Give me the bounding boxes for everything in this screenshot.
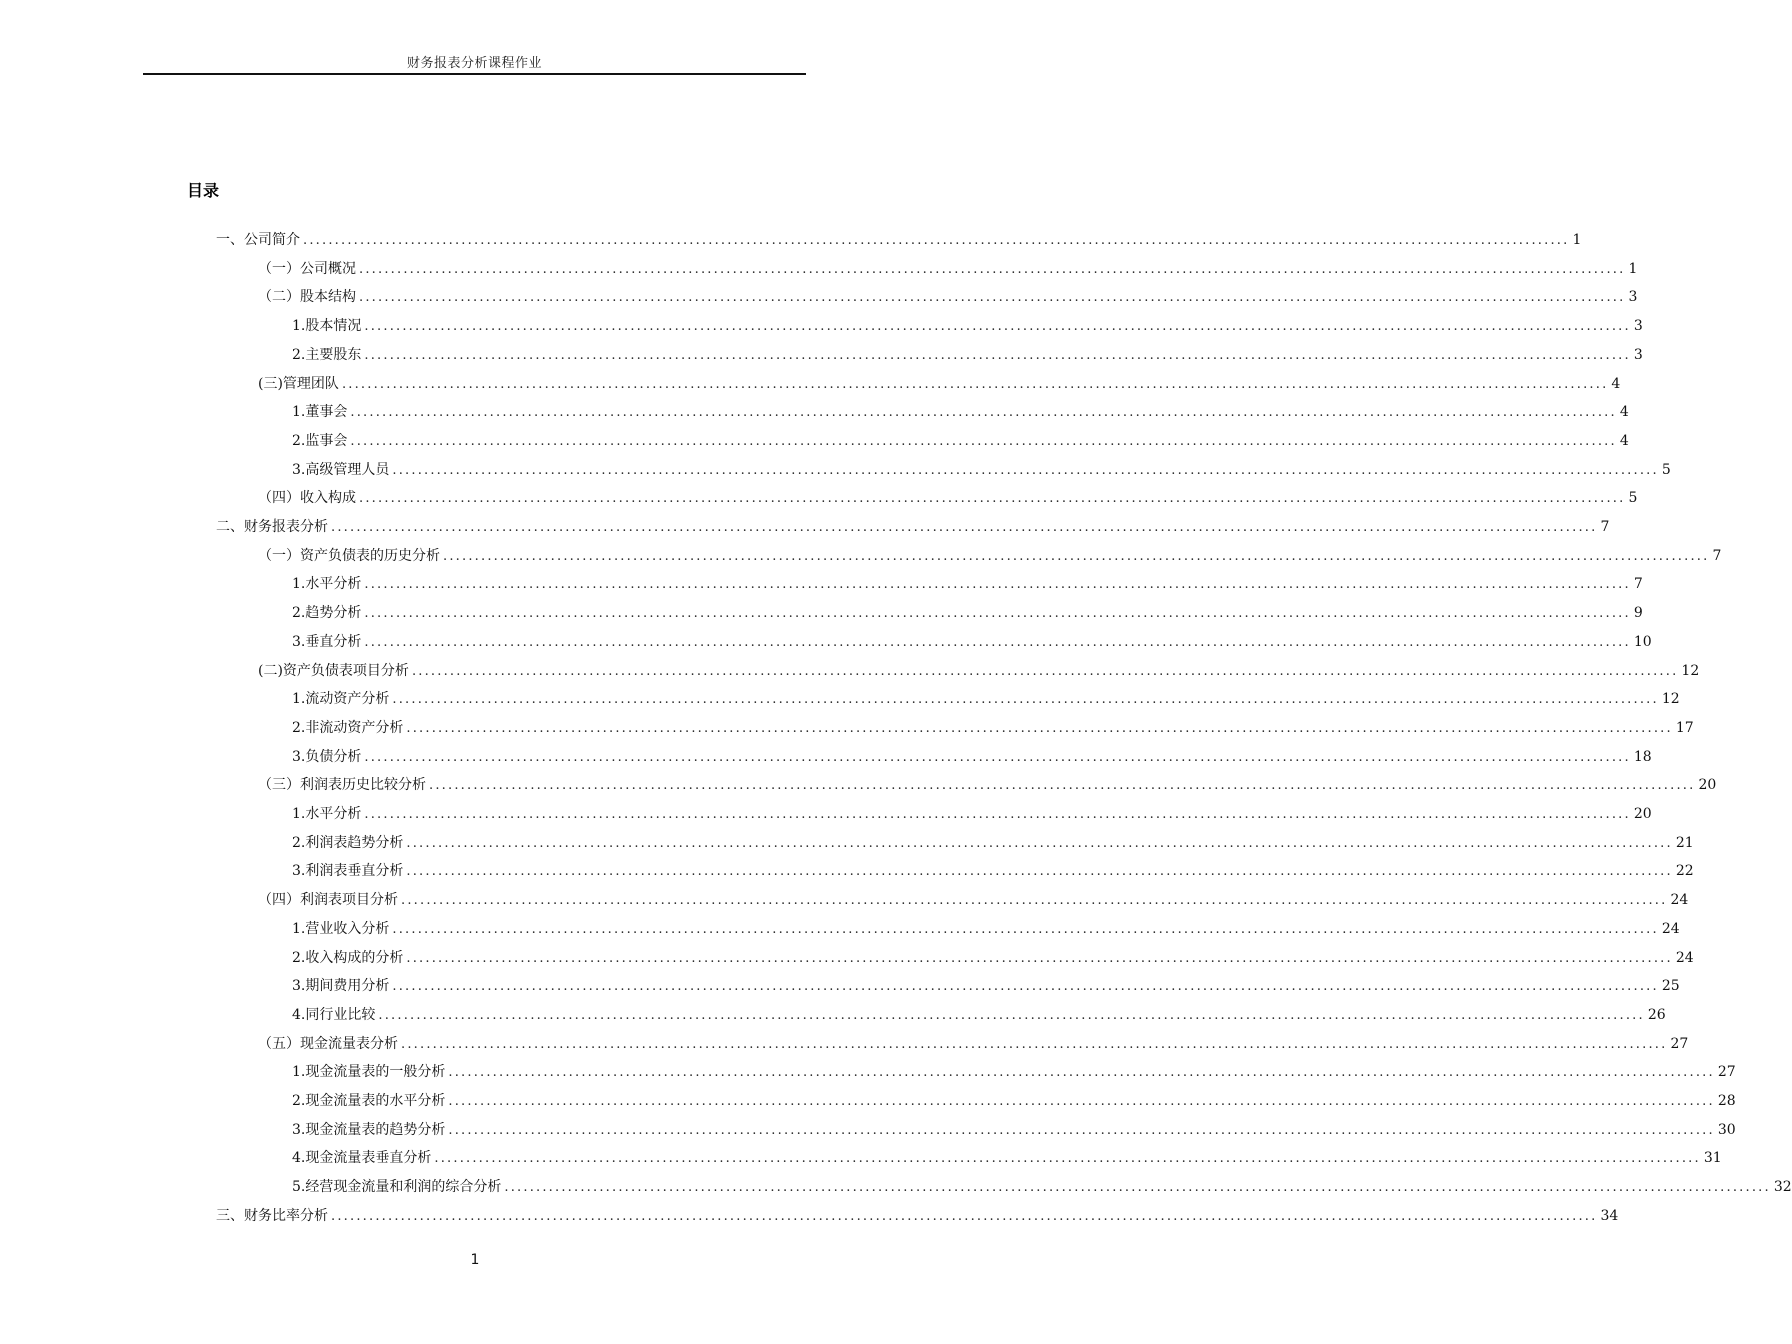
toc-dot-leader: ........................................................................................................................................................................................................ xyxy=(448,1094,1715,1109)
toc-dot-leader: ........................................................................................................................................................................................................ xyxy=(364,606,1631,622)
toc-dot-leader: ........................................................................................................................................................................................................ xyxy=(364,577,1631,593)
toc-entry-title: （二）股本结构 xyxy=(258,289,356,306)
toc-entry-title: 1.水平分析 xyxy=(292,806,362,822)
toc-dot-leader: ........................................................................................................................................................................................................ xyxy=(364,319,1631,335)
toc-entry[interactable] xyxy=(292,1058,1736,1086)
page-number: 1 xyxy=(470,1252,480,1268)
toc-entry-title: 1.股本情况 xyxy=(292,318,362,335)
toc-entry-title: 3.期间费用分析 xyxy=(292,978,390,995)
toc-dot-leader: ........................................................................................................................................................................................................ xyxy=(341,376,1609,392)
toc-entry[interactable] xyxy=(292,857,1694,885)
toc-entry-page: 4 xyxy=(1619,404,1629,421)
toc-entry[interactable] xyxy=(292,1173,1792,1201)
toc-entry[interactable] xyxy=(216,1202,1619,1230)
toc-entry[interactable] xyxy=(258,283,1638,311)
running-header: 财务报表分析课程作业 xyxy=(406,56,542,71)
toc-dot-leader: ........................................................................................................................................................................................................ xyxy=(359,491,1626,507)
toc-entry-page: 22 xyxy=(1675,863,1694,880)
toc-entry-page: 34 xyxy=(1600,1207,1619,1224)
toc-entry-page: 27 xyxy=(1717,1064,1736,1081)
toc-dot-leader: ........................................................................................................................................................................................................ xyxy=(331,520,1598,535)
toc-entry-title: 1.现金流量表的一般分析 xyxy=(292,1064,446,1081)
toc-entry-title: 2.监事会 xyxy=(292,432,348,449)
toc-dot-leader: ........................................................................................................................................................................................................ xyxy=(429,778,1696,794)
toc-entry[interactable] xyxy=(292,427,1629,455)
toc-dot-leader: ........................................................................................................................................................................................................ xyxy=(350,405,1617,421)
toc-dot-leader: ........................................................................................................................................................................................................ xyxy=(443,548,1710,564)
toc-dot-leader: ........................................................................................................................................................................................................ xyxy=(364,634,1631,650)
toc-entry-page: 31 xyxy=(1703,1150,1722,1167)
toc-entry-page: 4 xyxy=(1611,375,1621,392)
toc-entry-page: 4 xyxy=(1619,432,1629,449)
toc-entry[interactable] xyxy=(292,341,1643,369)
toc-entry[interactable] xyxy=(292,1001,1666,1029)
toc-entry-title: 2.非流动资产分析 xyxy=(292,719,404,736)
toc-dot-leader: ........................................................................................................................................................................................................ xyxy=(434,1151,1701,1167)
toc-entry-title: （一）公司概况 xyxy=(258,260,356,277)
toc-dot-leader: ........................................................................................................................................................................................................ xyxy=(392,921,1659,937)
toc-entry[interactable] xyxy=(216,513,1610,541)
toc-entry-title: （四）利润表项目分析 xyxy=(258,892,398,909)
toc-entry-title: 5.经营现金流量和利润的综合分析 xyxy=(292,1179,502,1196)
toc-entry[interactable] xyxy=(292,1116,1736,1144)
toc-entry-title: 2.趋势分析 xyxy=(292,605,362,622)
toc-entry-page: 20 xyxy=(1698,777,1717,794)
toc-entry-page: 18 xyxy=(1633,748,1652,765)
toc-entry-page: 7 xyxy=(1600,519,1610,535)
toc-entry-title: （一）资产负债表的历史分析 xyxy=(258,547,440,564)
toc-entry-page: 3 xyxy=(1633,318,1643,335)
toc-entry-title: 2.主要股东 xyxy=(292,346,362,363)
toc-entry-page: 17 xyxy=(1675,719,1694,736)
toc-entry-title: （三）利润表历史比较分析 xyxy=(258,777,426,794)
toc-entry-page: 10 xyxy=(1633,633,1652,650)
toc-dot-leader: ........................................................................................................................................................................................................ xyxy=(406,864,1673,880)
toc-entry-page: 26 xyxy=(1647,1006,1666,1023)
toc-entry[interactable] xyxy=(292,570,1643,598)
toc-entry-page: 20 xyxy=(1633,806,1652,822)
toc-entry-page: 9 xyxy=(1633,605,1643,622)
toc-dot-leader: ........................................................................................................................................................................................................ xyxy=(448,1122,1715,1138)
toc-entry-page: 24 xyxy=(1661,920,1680,937)
toc-entry[interactable] xyxy=(258,886,1689,914)
toc-entry-page: 12 xyxy=(1661,691,1680,708)
toc-entry-title: 3.垂直分析 xyxy=(292,633,362,650)
toc-dot-leader: ........................................................................................................................................................................................................ xyxy=(401,893,1668,909)
toc-dot-leader: ........................................................................................................................................................................................................ xyxy=(364,347,1631,363)
toc-dot-leader: ........................................................................................................................................................................................................ xyxy=(359,261,1626,277)
toc-entry[interactable] xyxy=(292,714,1694,742)
toc-entry-title: 1.流动资产分析 xyxy=(292,691,390,708)
toc-entry-page: 1 xyxy=(1572,232,1582,248)
toc-entry[interactable] xyxy=(292,829,1694,857)
toc-entry[interactable] xyxy=(292,1144,1722,1172)
toc-entry-page: 24 xyxy=(1675,949,1694,966)
toc-entry-title: 2.利润表趋势分析 xyxy=(292,834,404,851)
toc-entry-title: 4.同行业比较 xyxy=(292,1006,376,1023)
toc-entry-page: 21 xyxy=(1675,834,1694,851)
toc-entry-title: 二、财务报表分析 xyxy=(216,519,328,535)
toc-dot-leader: ........................................................................................................................................................................................................ xyxy=(406,950,1673,966)
toc-dot-leader: ........................................................................................................................................................................................................ xyxy=(359,290,1626,306)
toc-entry-page: 27 xyxy=(1670,1035,1689,1052)
toc-dot-leader: ........................................................................................................................................................................................................ xyxy=(364,807,1631,822)
toc-entry-page: 5 xyxy=(1661,461,1671,478)
toc-entry[interactable] xyxy=(292,800,1652,828)
toc-entry-title: 2.收入构成的分析 xyxy=(292,949,404,966)
toc-entry[interactable] xyxy=(292,743,1652,771)
toc-entry-title: (二)资产负债表项目分析 xyxy=(258,662,409,679)
toc-entry[interactable] xyxy=(258,1030,1689,1058)
toc-dot-leader: ........................................................................................................................................................................................................ xyxy=(392,692,1659,708)
toc-entry[interactable] xyxy=(258,771,1717,799)
toc-entry-page: 1 xyxy=(1628,260,1638,277)
toc-entry[interactable] xyxy=(292,312,1643,340)
toc-entry-page: 3 xyxy=(1628,289,1638,306)
toc-dot-leader: ........................................................................................................................................................................................................ xyxy=(406,720,1673,736)
toc-dot-leader: ........................................................................................................................................................................................................ xyxy=(331,1208,1598,1224)
toc-entry-title: (三)管理团队 xyxy=(258,375,339,392)
toc-dot-leader: ........................................................................................................................................................................................................ xyxy=(350,433,1617,449)
toc-entry[interactable] xyxy=(258,657,1700,685)
toc-entry-title: 4.现金流量表垂直分析 xyxy=(292,1150,432,1167)
toc-dot-leader: ........................................................................................................................................................................................................ xyxy=(448,1065,1715,1081)
toc-entry-page: 25 xyxy=(1661,978,1680,995)
toc-entry-title: 2.现金流量表的水平分析 xyxy=(292,1093,446,1109)
toc-entry-title: 1.营业收入分析 xyxy=(292,920,390,937)
toc-entry[interactable] xyxy=(292,599,1643,627)
toc-dot-leader: ........................................................................................................................................................................................................ xyxy=(378,1007,1645,1023)
toc-entry[interactable] xyxy=(292,1087,1736,1115)
toc-dot-leader: ........................................................................................................................................................................................................ xyxy=(364,749,1631,765)
toc-entry[interactable] xyxy=(292,685,1680,713)
toc-entry-title: （四）收入构成 xyxy=(258,490,356,507)
toc-entry-page: 5 xyxy=(1628,490,1638,507)
toc-entry-page: 28 xyxy=(1717,1093,1736,1109)
toc-dot-leader: ........................................................................................................................................................................................................ xyxy=(411,663,1679,679)
toc-entry-title: 3.高级管理人员 xyxy=(292,461,390,478)
toc-entry-page: 7 xyxy=(1633,576,1643,593)
toc-entry-page: 24 xyxy=(1670,892,1689,909)
toc-dot-leader: ........................................................................................................................................................................................................ xyxy=(504,1180,1771,1196)
toc-entry[interactable] xyxy=(292,972,1680,1000)
toc-dot-leader: ........................................................................................................................................................................................................ xyxy=(392,979,1659,995)
toc-entry-title: 3.现金流量表的趋势分析 xyxy=(292,1121,446,1138)
toc-entry-page: 30 xyxy=(1717,1121,1736,1138)
toc-entry-title: （五）现金流量表分析 xyxy=(258,1035,398,1052)
header-rule xyxy=(143,73,806,75)
toc-entry-title: 一、公司简介 xyxy=(216,232,300,248)
toc-entry[interactable] xyxy=(216,226,1582,254)
toc-entry-title: 1.水平分析 xyxy=(292,576,362,593)
toc-entry[interactable] xyxy=(292,456,1671,484)
toc-entry-title: 1.董事会 xyxy=(292,404,348,421)
toc-entry[interactable] xyxy=(292,915,1680,943)
toc-dot-leader: ........................................................................................................................................................................................................ xyxy=(401,1036,1668,1052)
toc-entry[interactable] xyxy=(258,484,1638,512)
toc-entry-page: 3 xyxy=(1633,346,1643,363)
toc-entry-title: 3.负债分析 xyxy=(292,748,362,765)
toc-entry[interactable] xyxy=(292,944,1694,972)
toc-dot-leader: ........................................................................................................................................................................................................ xyxy=(303,233,1570,248)
toc-entry[interactable] xyxy=(292,628,1652,656)
toc-entry[interactable] xyxy=(258,370,1621,398)
toc-entry-title: 3.利润表垂直分析 xyxy=(292,863,404,880)
toc-entry-page: 7 xyxy=(1712,547,1722,564)
toc-dot-leader: ........................................................................................................................................................................................................ xyxy=(392,462,1659,478)
toc-title: 目录 xyxy=(187,181,220,200)
toc-entry[interactable] xyxy=(258,255,1638,283)
toc-dot-leader: ........................................................................................................................................................................................................ xyxy=(406,835,1673,851)
toc-entry[interactable] xyxy=(292,398,1629,426)
toc-entry-page: 32 xyxy=(1773,1179,1792,1196)
toc-entry[interactable] xyxy=(258,542,1722,570)
toc-entry-title: 三、财务比率分析 xyxy=(216,1207,328,1224)
toc-entry-page: 12 xyxy=(1681,662,1700,679)
